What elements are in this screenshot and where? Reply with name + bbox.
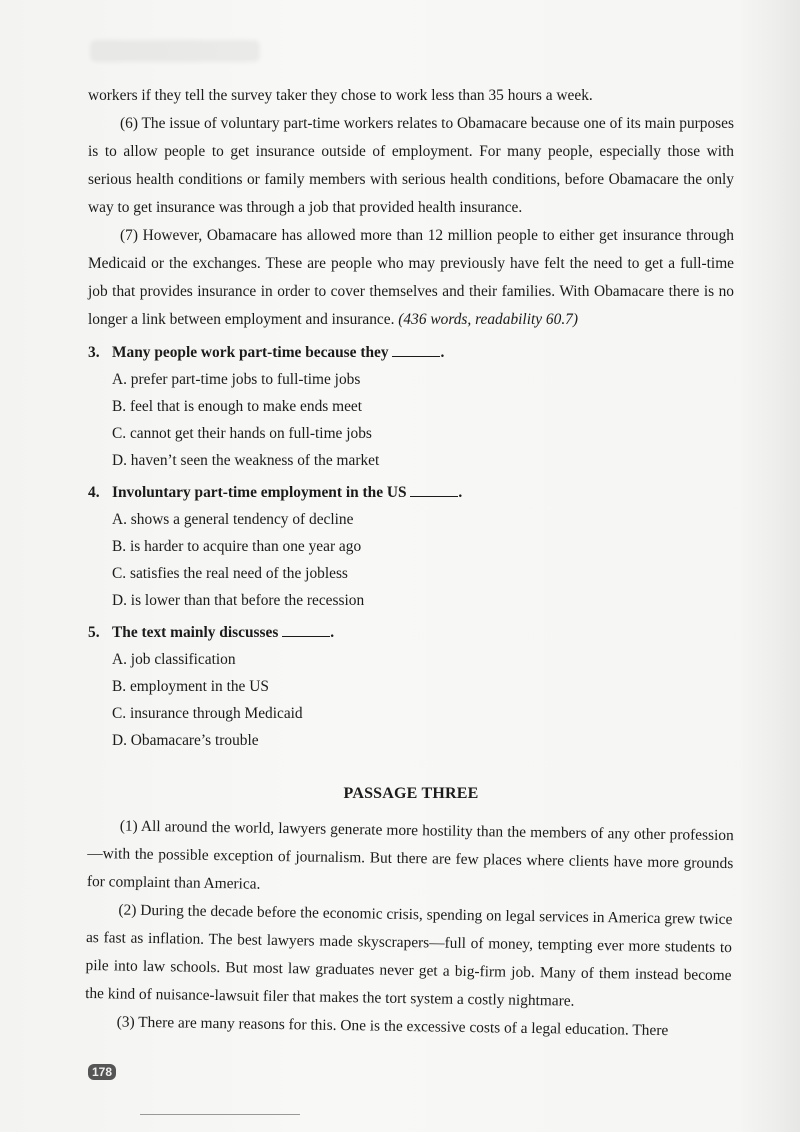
paragraph-6: (6) The issue of voluntary part-time workers relates to Obamacare because one of its main purposes is to allow people to get insurance outside of employment. For many people, especially those with serious health conditions or family members with serious health conditions, before Obamacare the only way to get insurance was through a job that provided health insurance.	[88, 115, 734, 216]
passage-title: PASSAGE THREE	[343, 785, 479, 802]
option-c[interactable]: C. satisfies the real need of the jobless	[112, 565, 348, 582]
option-d[interactable]: D. is lower than that before the recession	[112, 592, 365, 609]
paragraph-7	[88, 222, 734, 334]
option-b[interactable]: B. feel that is enough to make ends meet	[112, 398, 363, 415]
passage-3-paragraph-1: (1) All around the world, lawyers generate more hostility than the members of any other profession—with the possible exception of journalism. But there are few places where clients have more grounds for complaint than America.	[86, 817, 734, 893]
option-c[interactable]: C. insurance through Medicaid	[112, 705, 303, 722]
option-c[interactable]: C. cannot get their hands on full-time jobs	[112, 425, 372, 442]
option-d[interactable]: D. haven’t seen the weakness of the market	[112, 452, 380, 469]
question-3	[88, 340, 734, 474]
question-stem: 4. Involuntary part-time employment in the US .	[88, 484, 463, 501]
question-stem: 5. The text mainly discusses .	[88, 624, 335, 641]
paragraph-7-text: (7) However, Obamacare has allowed more than 12 million people to either get insurance through Medicaid or the exchanges. These are people who may previously have felt the need to get a full-time job that provides insurance in order to cover themselves and their families. With Obamacare there is no longer a link between employment and insurance.	[88, 227, 734, 328]
option-a[interactable]: A. prefer part-time jobs to full-time jobs	[112, 371, 361, 388]
question-5	[88, 620, 734, 754]
option-b[interactable]: B. employment in the US	[112, 678, 269, 695]
answer-blank[interactable]	[392, 344, 440, 357]
option-b[interactable]: B. is harder to acquire than one year ago	[112, 538, 362, 555]
faded-running-head	[90, 40, 260, 62]
option-a[interactable]: A. shows a general tendency of decline	[112, 511, 354, 528]
question-stem: 3. Many people work part-time because they .	[88, 344, 445, 361]
passage-3-paragraph-3: (3) There are many reasons for this. One is the excessive costs of a legal education. There	[116, 1013, 669, 1040]
page-edge-shadow	[740, 0, 800, 1132]
page-content	[85, 82, 734, 1040]
option-d[interactable]: D. Obamacare’s trouble	[112, 732, 259, 749]
passage-3-paragraph-2: (2) During the decade before the economic crisis, spending on legal services in America grew twice as fast as inflation. The best lawyers made skyscrapers—full of money, tempting ever more students to pile into law schools. But most law graduates never get a big-firm job. Many of them instead become the kind of nuisance-lawsuit filer that makes the tort system a costly nightmare.	[85, 901, 733, 1010]
footer-rule	[140, 1114, 300, 1115]
option-a[interactable]: A. job classification	[112, 651, 236, 668]
passage-three-body	[84, 812, 733, 1046]
answer-blank[interactable]	[410, 484, 458, 497]
paragraph-continued: workers if they tell the survey taker they chose to work less than 35 hours a week.	[88, 87, 593, 104]
question-4	[88, 480, 734, 614]
page-number-badge: 178	[88, 1064, 116, 1080]
word-count-note: (436 words, readability 60.7)	[398, 311, 578, 328]
answer-blank[interactable]	[282, 624, 330, 637]
